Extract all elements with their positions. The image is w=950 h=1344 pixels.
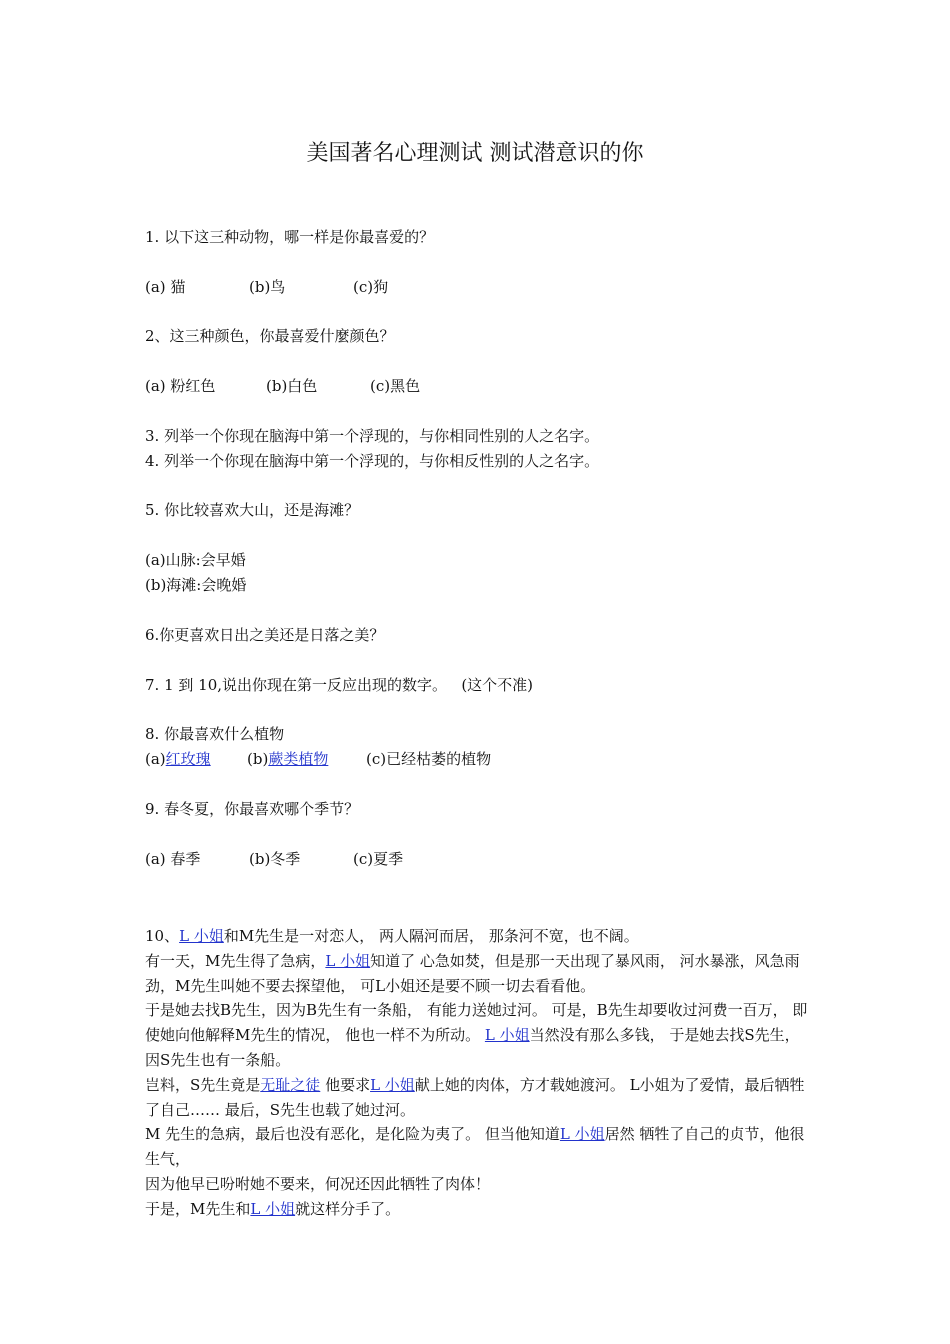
question-9: 9. 春冬夏，你最喜欢哪个季节？ <box>145 800 360 818</box>
q1-option-b: (b)鸟 <box>249 278 286 296</box>
story-text: 知道了 心急如焚，但是那一天出现了暴风雨， 河水暴涨，风急雨劲，M先生叫她不要去探望他， 可L小姐还是要不顾一切去看看他。 <box>145 951 800 995</box>
story-text: 于是她去找B先生，因为B先生有一条船， 有能力送她过河。 可是，B先生却要收过河费一百万， 即使她向他解释M先生的情况， 他也一样不为所动。 <box>145 1001 808 1045</box>
fern-link[interactable]: 蕨类植物 <box>268 750 329 768</box>
story-text: 当然没有那么多钱， 于是她去找S先生，因S先生也有一条船。 <box>145 1026 800 1069</box>
story-text: 献上她的肉体，方才载她渡河。 L小姐为了爱情，最后牺牲了自己…… 最后，S先生也载了她过河。 <box>145 1075 805 1119</box>
q8-option-b-prefix: (b) <box>247 750 269 768</box>
miss-l-link[interactable]: L 小姐 <box>250 1199 296 1218</box>
question-8: 8. 你最喜欢什么植物 <box>145 725 285 743</box>
page-title: 美国著名心理测试 测试潜意识的你 <box>306 141 644 166</box>
q9-option-a: (a) 春季 <box>145 850 201 868</box>
miss-l-link[interactable]: L 小姐 <box>370 1075 415 1094</box>
miss-l-link[interactable]: L 小姐 <box>484 1026 530 1045</box>
story-text: 居然 牺牲了自己的贞节，他很生气， <box>145 1125 805 1169</box>
story-text: M 先生的急病，最后也没有恶化，是化险为夷了。 但当他知道 <box>145 1125 560 1144</box>
q8-option-c: (c)已经枯萎的植物 <box>366 750 492 768</box>
q9-option-b: (b)冬季 <box>249 850 301 868</box>
question-5: 5. 你比较喜欢大山，还是海滩？ <box>145 501 360 519</box>
story-text: 他要求 <box>320 1075 371 1094</box>
miss-l-link[interactable]: L 小姐 <box>559 1125 605 1144</box>
question-3: 3. 列举一个你现在脑海中第一个浮现的，与你相同性别的人之名字。 <box>145 427 600 445</box>
q1-option-c: (c)狗 <box>353 278 389 296</box>
question-10-story <box>145 924 810 1222</box>
q8-option-a-prefix: (a) <box>145 750 166 768</box>
story-text: 10、 <box>145 927 180 945</box>
question-2: 2、这三种颜色，你最喜爱什麼颜色？ <box>145 327 395 345</box>
q2-option-b: (b)白色 <box>266 377 318 395</box>
q8-option-b <box>247 749 328 769</box>
story-paragraph-4 <box>145 1073 810 1123</box>
story-text: 就这样分手了。 <box>295 1199 401 1218</box>
q9-option-c: (c)夏季 <box>353 850 404 868</box>
story-text: 岂料，S先生竟是 <box>145 1075 261 1094</box>
story-paragraph-2 <box>145 949 810 999</box>
story-paragraph-6: 因为他早已吩咐她不要来，何况还因此牺牲了肉体！ <box>145 1174 491 1193</box>
miss-l-link[interactable]: L 小姐 <box>179 927 224 945</box>
q5-option-b: (b)海滩:会晚婚 <box>145 576 247 594</box>
q8-option-a <box>145 749 211 769</box>
question-4: 4. 列举一个你现在脑海中第一个浮现的，与你相反性别的人之名字。 <box>145 452 600 470</box>
q2-option-a: (a) 粉红色 <box>145 377 216 395</box>
question-6: 6.你更喜欢日出之美还是日落之美？ <box>145 626 385 644</box>
q5-option-a: (a)山脉:会早婚 <box>145 551 246 569</box>
q2-option-c: (c)黑色 <box>370 377 421 395</box>
story-paragraph-1 <box>145 924 810 949</box>
shameless-link[interactable]: 无耻之徒 <box>260 1075 321 1094</box>
story-paragraph-7 <box>145 1197 810 1222</box>
question-7: 7. 1 到 10,说出你现在第一反应出现的数字。 (这个不准) <box>145 676 534 694</box>
story-paragraph-5 <box>145 1122 810 1172</box>
miss-l-link[interactable]: L 小姐 <box>325 951 371 970</box>
story-text: 于是，M先生和 <box>145 1199 251 1218</box>
story-text: 和M先生是一对恋人， 两人隔河而居， 那条河不宽，也不阔。 <box>223 927 639 945</box>
red-rose-link[interactable]: 红玫瑰 <box>165 750 211 768</box>
question-1: 1. 以下这三种动物，哪一样是你最喜爱的？ <box>145 228 435 246</box>
story-text: 有一天，M先生得了急病， <box>145 951 326 970</box>
story-paragraph-3 <box>145 998 810 1072</box>
q1-option-a: (a) 猫 <box>145 278 186 296</box>
